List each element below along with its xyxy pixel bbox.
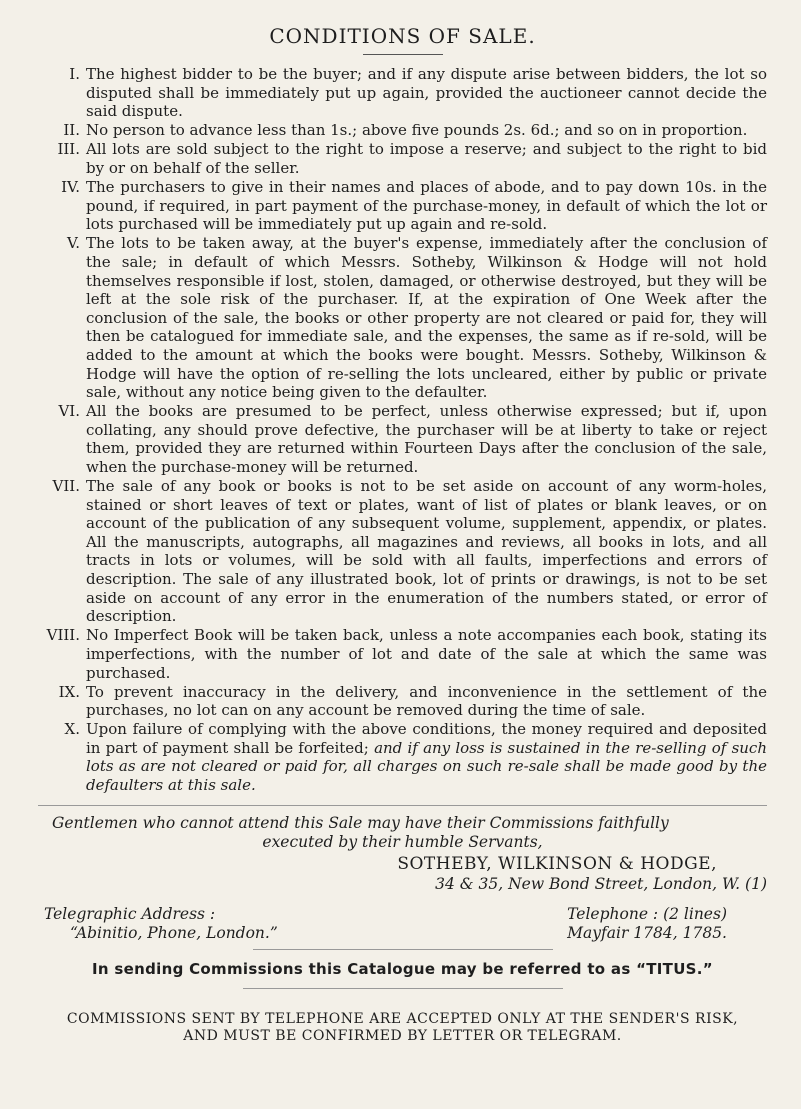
condition-item: [38, 402, 767, 476]
condition-number: V.: [67, 234, 80, 253]
firm-address: 34 & 35, New Bond Street, London, W. (1): [435, 874, 767, 893]
catalogue-reference-note: In sending Commissions this Catalogue may be referred to as “TITUS.”: [92, 959, 713, 978]
condition-item: [38, 720, 767, 794]
condition-text: All the books are presumed to be perfect, unless otherwise expressed; but if, upon collating, any should prove defective, the purchaser will be at liberty to take or reject them, provided they are returned within Fourteen Days after the conclusion of the sale, when the purchase-money will be returned.: [86, 402, 767, 476]
condition-text: The highest bidder to be the buyer; and if any dispute arise between bidders, the lot so disputed shall be immediately put up again, provided the auctioneer cannot decide the said dispute.: [86, 65, 767, 121]
condition-text: The lots to be taken away, at the buyer's expense, immediately after the conclusion of the sale; in default of which Messrs. Sotheby, Wilkinson & Hodge will not hold themselves responsible if lost, stolen, damaged, or otherwise destroyed, but they will be left at the sole risk of the purchaser. If, at the expiration of One Week after the conclusion of the sale, the books or other property are not cleared or paid for, they will then be catalogued for immediate sale, and the expenses, the same as if re-sold, will be added to the amount at which the books were bought. Messrs. Sotheby, Wilkinson & Hodge will have the option of re-selling the lots uncleared, either by public or private sale, without any notice being given to the defaulter.: [86, 234, 767, 402]
condition-text: [86, 720, 767, 794]
condition-item: [38, 683, 767, 720]
condition-text: All lots are sold subject to the right to impose a reserve; and subject to the right to bid by or on behalf of the seller.: [86, 140, 767, 177]
condition-number: VIII.: [46, 626, 80, 645]
commissions-notice: [38, 1011, 767, 1045]
short-divider: [243, 988, 563, 989]
commissions-line-2: AND MUST BE CONFIRMED BY LETTER OR TELEGRAM.: [183, 1027, 622, 1044]
firm-name: SOTHEBY, WILKINSON & HODGE,: [397, 853, 717, 874]
condition-number: X.: [64, 720, 80, 739]
condition-number: III.: [57, 140, 80, 159]
condition-text: No Imperfect Book will be taken back, unless a note accompanies each book, stating its imperfections, with the number of lot and date of the sale at which the same was purchased.: [86, 626, 767, 682]
condition-text: No person to advance less than 1s.; above five pounds 2s. 6d.; and so on in proportion.: [86, 121, 748, 140]
condition-item: [38, 140, 767, 177]
condition-number: VII.: [52, 477, 80, 496]
condition-item: [38, 65, 767, 121]
condition-number: IX.: [58, 682, 80, 701]
condition-item: [38, 121, 767, 140]
telegraphic-value: “Abinitio, Phone, London.”: [70, 923, 278, 942]
short-divider: [253, 949, 553, 950]
commissions-line-1: COMMISSIONS SENT BY TELEPHONE ARE ACCEPTED ONLY AT THE SENDER'S RISK,: [66, 1010, 739, 1027]
condition-text-main: Upon failure of complying with the above conditions, the money required and deposited in part of payment shall be forfeited;: [86, 720, 767, 757]
condition-text: The purchasers to give in their names and places of abode, and to pay down 10s. in the pound, if required, in part payment of the purchase-money, in default of which the lot or lots purchased will be immediately put up again and re-sold.: [86, 178, 767, 234]
page-title: CONDITIONS OF SALE.: [269, 24, 536, 48]
telephone-value: Mayfair 1784, 1785.: [567, 923, 727, 942]
telephone-block: [567, 905, 767, 943]
condition-number: IV.: [61, 178, 80, 197]
condition-number: I.: [69, 65, 80, 83]
condition-number: VI.: [58, 402, 80, 421]
conditions-list: [38, 65, 767, 795]
condition-item: [38, 234, 767, 401]
closing-note: [38, 814, 767, 852]
condition-text: To prevent inaccuracy in the delivery, and inconvenience in the settlement of the purchases, no lot can on any account be removed during the time of sale.: [86, 682, 767, 720]
condition-item: [38, 626, 767, 682]
divider: [38, 805, 767, 806]
contact-block: [38, 905, 767, 943]
telephone-label: Telephone : (2 lines): [567, 904, 727, 923]
condition-item: [38, 477, 767, 626]
closing-line-2: executed by their humble Servants,: [262, 832, 543, 851]
condition-text: The sale of any book or books is not to be set aside on account of any worm-holes, stained or short leaves of text or plates, want of list of plates or blank leaves, or on account of the publication of any subsequent volume, supplement, appendix, or plates. All the manuscripts, autographs, all magazines and reviews, all books in lots, and all tracts in lots or volumes, will be sold with all faults, imperfections and errors of description. The sale of any illustrated book, lot of prints or drawings, is not to be set aside on account of any error in the enumeration of the numbers stated, or error of description.: [86, 477, 767, 626]
condition-item: [38, 178, 767, 234]
telegraphic-label: Telegraphic Address :: [44, 904, 216, 923]
telegraphic-block: [44, 905, 278, 943]
closing-line-1: Gentlemen who cannot attend this Sale may have their Commissions faithfully: [52, 813, 669, 832]
title-rule: [363, 54, 443, 55]
condition-number: II.: [63, 121, 80, 140]
condition-text-italic: and if any loss is sustained in the re-selling of such lots as are not cleared or paid for, all charges on such re-sale shall be made good by the defaulters at this sale.: [86, 738, 767, 795]
